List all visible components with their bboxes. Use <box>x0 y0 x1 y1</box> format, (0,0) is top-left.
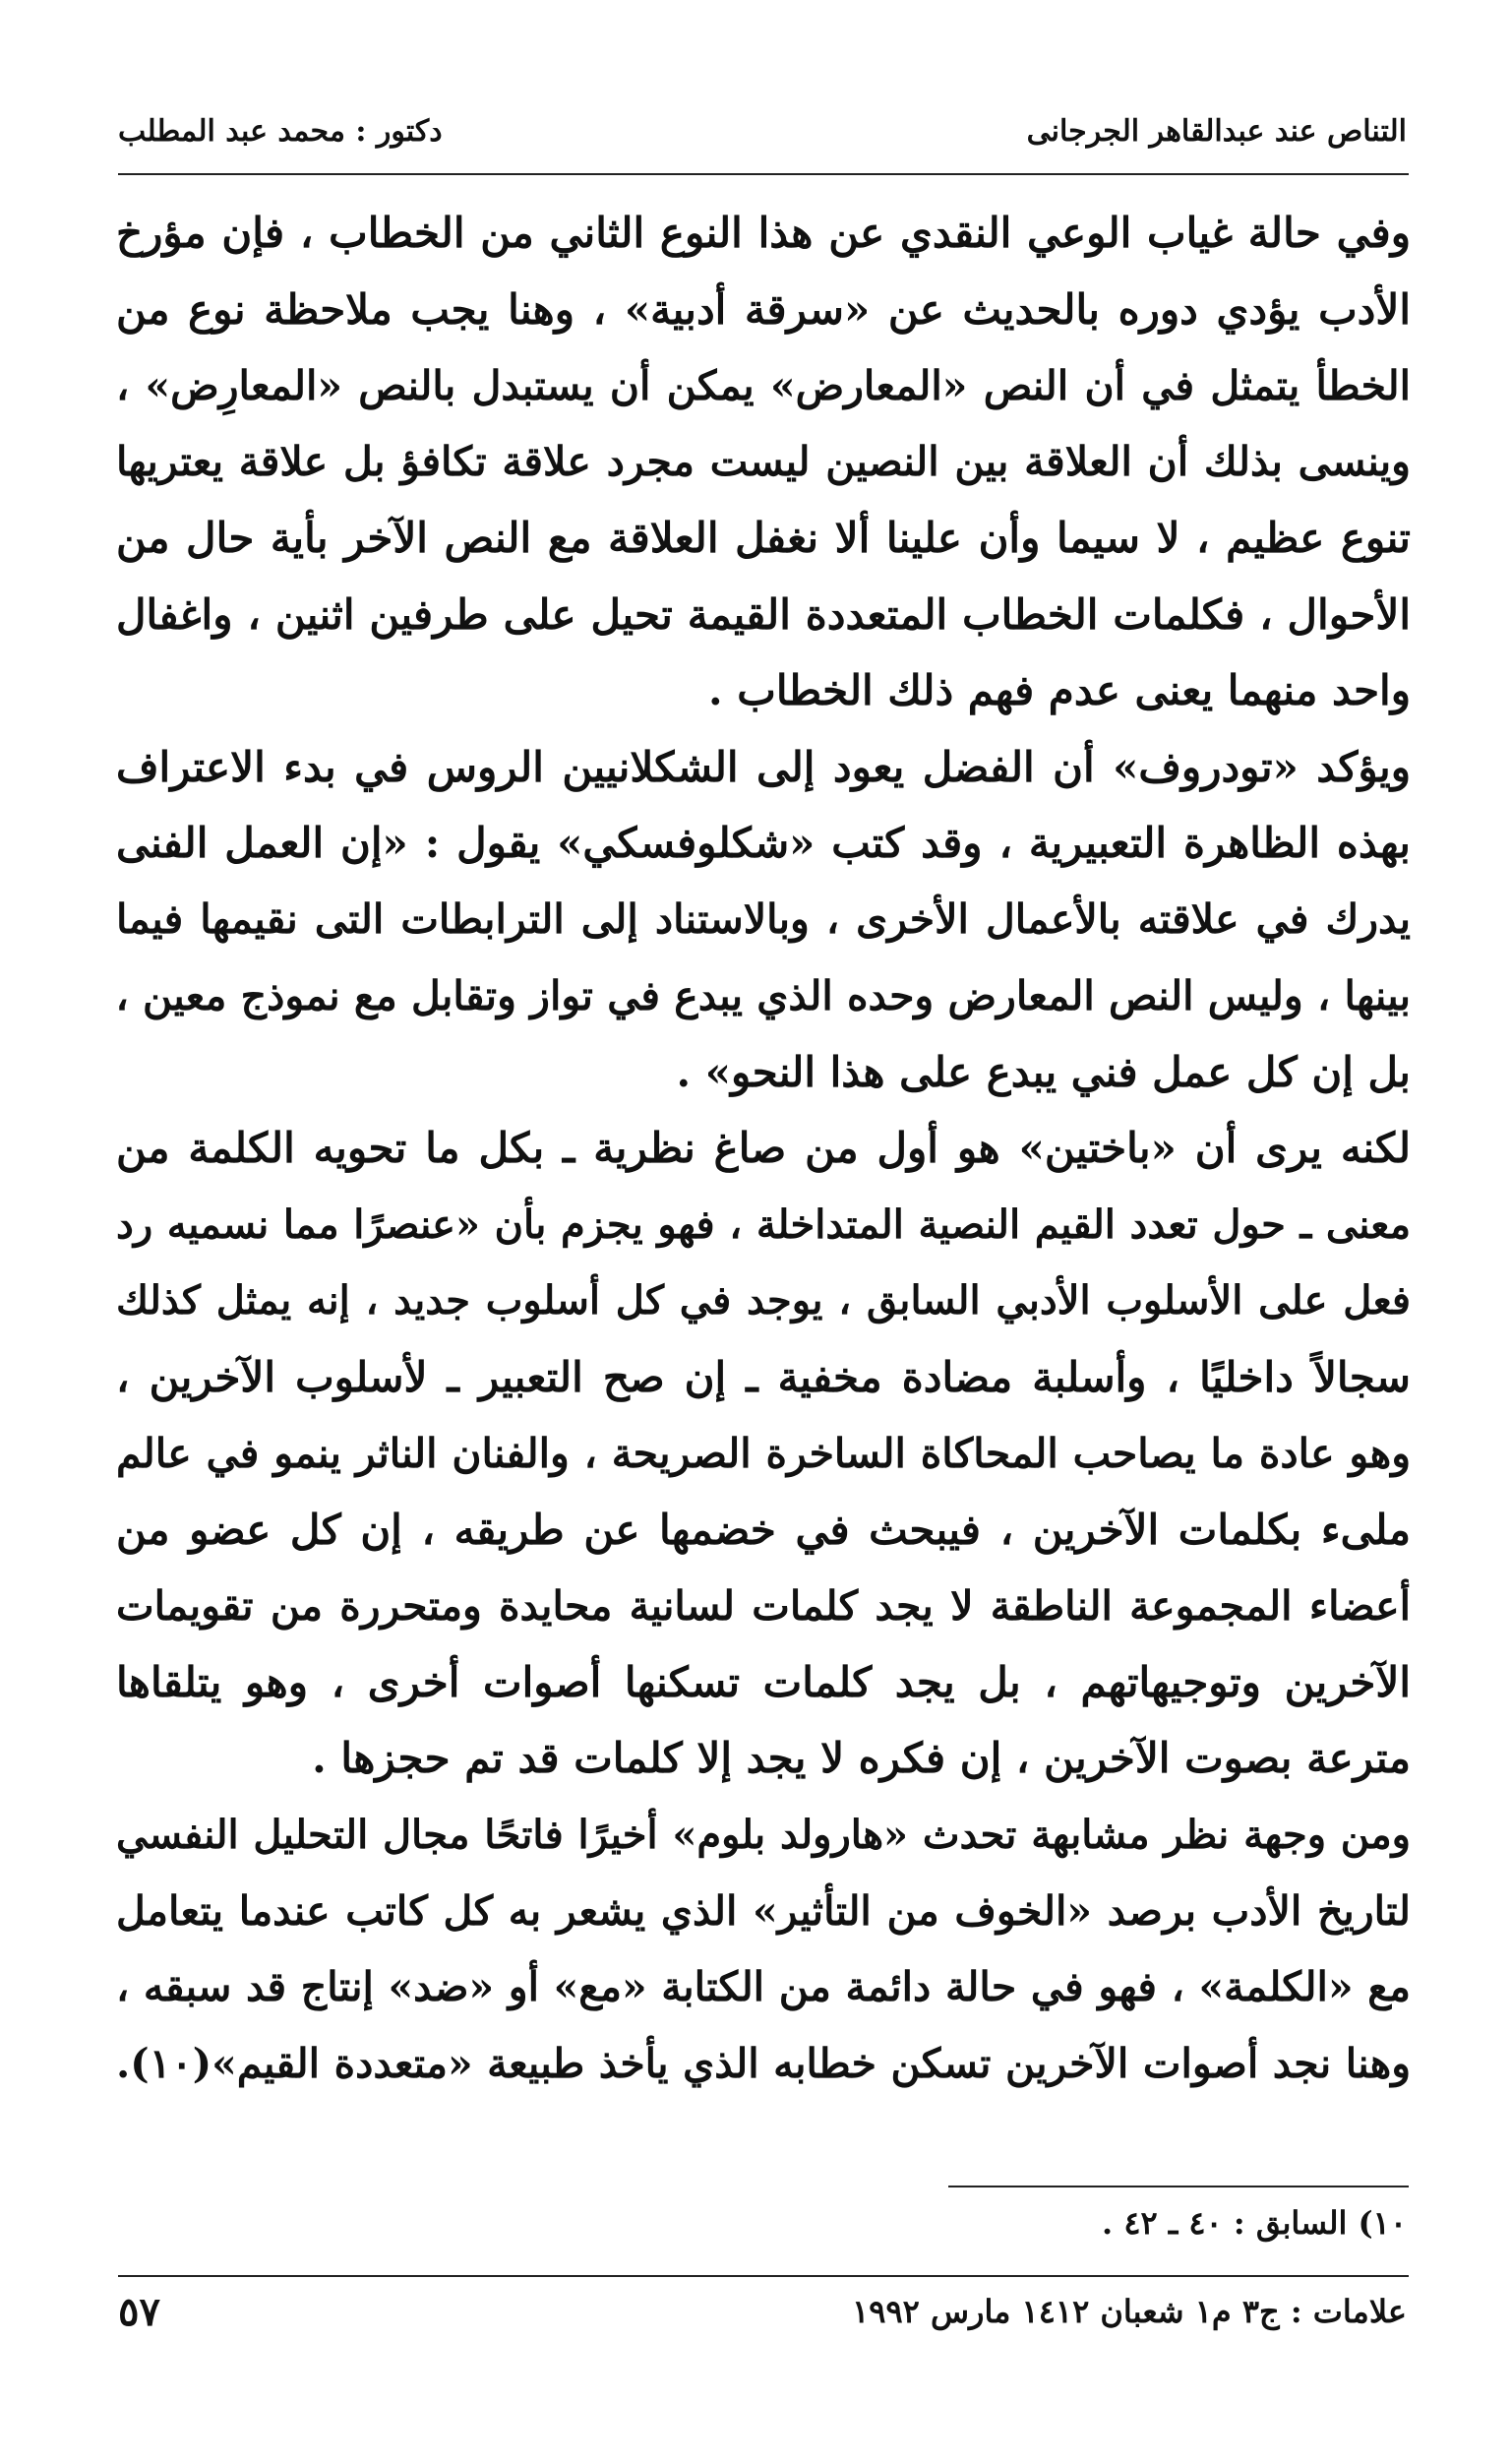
text-line: وهو عادة ما يصاحب المحاكاة الساخرة الصريحة ، والفنان الناثر ينمو في عالم <box>116 1429 1411 1477</box>
page-footer <box>118 2287 1407 2336</box>
running-head <box>118 106 1407 155</box>
body-text <box>116 195 1411 2102</box>
text-line: وهنا نجد أصوات الآخرين تسكن خطابه الذي يأخذ طبيعة «متعددة القيم»(١٠). <box>116 2039 1411 2087</box>
footnote-rule <box>948 2186 1409 2187</box>
running-head-title: التناص عند عبدالقاهر الجرجانى <box>1026 113 1407 149</box>
text-line: يدرك في علاقته بالأعمال الأخرى ، وبالاستناد إلى الترابطات التى نقيمها فيما <box>116 895 1411 944</box>
text-line: ملىء بكلمات الآخرين ، فيبحث في خضمها عن طريقه ، إن كل عضو من <box>116 1505 1411 1554</box>
page-number: ٥٧ <box>118 2288 160 2335</box>
text-line: فعل على الأسلوب الأدبي السابق ، يوجد في كل أسلوب جديد ، إنه يمثل كذلك <box>116 1277 1411 1324</box>
text-line: وينسى بذلك أن العلاقة بين النصين ليست مجرد علاقة تكافؤ بل علاقة يعتريها <box>116 438 1411 486</box>
text-line: لتاريخ الأدب برصد «الخوف من التأثير» الذي يشعر به كل كاتب عندما يتعامل <box>116 1886 1411 1935</box>
footnote: ١٠) السابق : ٤٠ ـ ٤٢ . <box>1102 2204 1407 2242</box>
text-line: تنوع عظيم ، لا سيما وأن علينا ألا نغفل العلاقة مع النص الآخر بأية حال من <box>116 514 1411 563</box>
text-line: لكنه يرى أن «باختين» هو أول من صاغ نظرية ـ بكل ما تحويه الكلمة من <box>116 1124 1411 1173</box>
text-line: مع «الكلمة» ، فهو في حالة دائمة من الكتابة «مع» أو «ضد» إنتاج قد سبقه ، <box>116 1963 1411 2011</box>
text-line: مترعة بصوت الآخرين ، إن فكره لا يجد إلا كلمات قد تم حجزها . <box>312 1734 1411 1783</box>
text-line: بينها ، وليس النص المعارض وحده الذي يبدع في تواز وتقابل مع نموذج معين ، <box>116 971 1411 1019</box>
footer-rule <box>118 2275 1409 2277</box>
text-line: الآخرين وتوجيهاتهم ، بل يجد كلمات تسكنها أصوات أخرى ، وهو يتلقاها <box>116 1657 1411 1706</box>
text-line: بل إن كل عمل فني يبدع على هذا النحو» . <box>676 1047 1411 1096</box>
text-line: بهذه الظاهرة التعبيرية ، وقد كتب «شكلوفسكي» يقول : «إن العمل الفنى <box>116 819 1411 868</box>
text-line: الخطأ يتمثل في أن النص «المعارض» يمكن أن يستبدل بالنص «المعارِض» ، <box>116 361 1411 409</box>
text-line: ومن وجهة نظر مشابهة تحدث «هارولد بلوم» أخيرًا فاتحًا مجال التحليل النفسي <box>116 1811 1411 1858</box>
text-line: وفي حالة غياب الوعي النقدي عن هذا النوع الثاني من الخطاب ، فإن مؤرخ <box>116 209 1411 258</box>
text-line: ويؤكد «تودروف» أن الفضل يعود إلى الشكلانيين الروس في بدء الاعتراف <box>116 742 1411 791</box>
text-line: معنى ـ حول تعدد القيم النصية المتداخلة ، فهو يجزم بأن «عنصرًا مما نسميه رد <box>116 1201 1411 1248</box>
journal-citation: علامات : ج٣ م١ شعبان ١٤١٢ مارس ١٩٩٢ <box>852 2293 1407 2330</box>
text-line: واحد منهما يعنى عدم فهم ذلك الخطاب . <box>708 666 1411 715</box>
text-line: أعضاء المجموعة الناطقة لا يجد كلمات لسانية محايدة ومتحررة من تقويمات <box>116 1581 1411 1630</box>
text-line: الأحوال ، فكلمات الخطاب المتعددة القيمة تحيل على طرفين اثنين ، واغفال <box>116 589 1411 639</box>
text-line: سجالاً داخليًا ، وأسلبة مضادة مخفية ـ إن صح التعبير ـ لأسلوب الآخرين ، <box>116 1352 1411 1401</box>
header-rule <box>118 173 1409 175</box>
running-head-author: دكتور : محمد عبد المطلب <box>118 113 443 149</box>
text-line: الأدب يؤدي دوره بالحديث عن «سرقة أدبية» ، وهنا يجب ملاحظة نوع من <box>116 284 1411 334</box>
